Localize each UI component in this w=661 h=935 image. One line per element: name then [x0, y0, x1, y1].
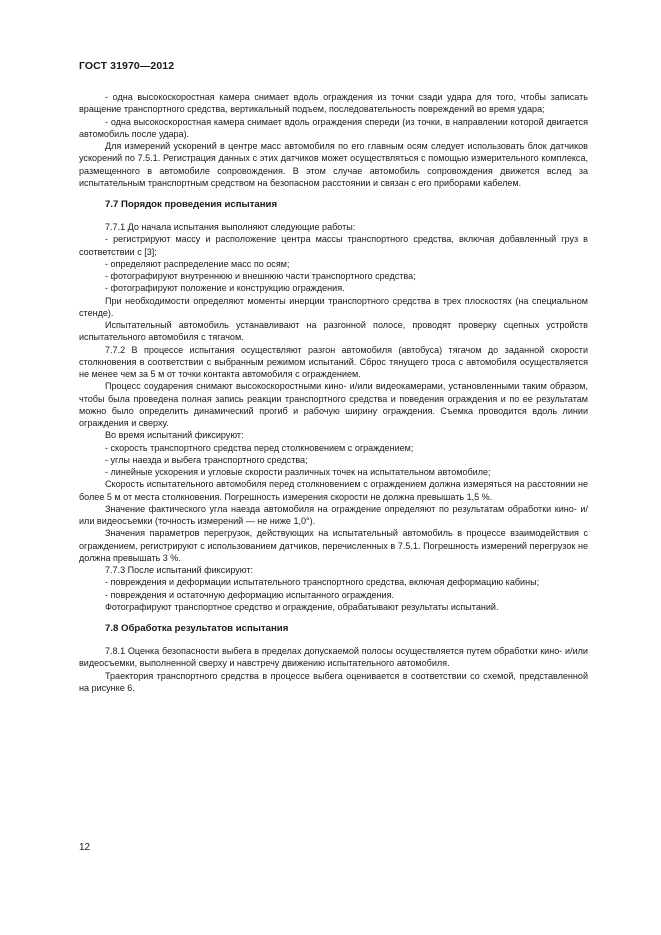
- page-number: 12: [79, 842, 91, 853]
- list-item: - регистрируют массу и расположение центра массы транспортного средства, включая добавленный груз в соответствии с [3];: [79, 234, 588, 257]
- paragraph: Процесс соударения снимают высокоскоростными кино- и/или видеокамерами, установленными таким образом, чтобы была проведена полная запись реакции транспортного средства и поведения ограждения и по ее результатам можно было определить динамический прогиб и рабочую ширину ограждения. Съемка проводится вдоль линии ограждения и сверху.: [79, 381, 588, 428]
- paragraph: - одна высокоскоростная камера снимает вдоль ограждения из точки сзади удара для того, чтобы записать вращение транспортного средства, вертикальный подъем, последовательность повреждений во время удара;: [79, 92, 588, 115]
- document-body: [79, 91, 588, 694]
- section-heading-7-8: 7.8 Обработка результатов испытания: [105, 623, 289, 634]
- paragraph: Фотографируют транспортное средство и ограждение, обрабатывают результаты испытаний.: [105, 601, 499, 612]
- paragraph: 7.8.1 Оценка безопасности выбега в пределах допускаемой полосы осуществляется путем обработки кино- и/или видеосъемки, выполненной сверху и навстречу движению испытательного автомобиля.: [79, 646, 588, 669]
- paragraph: Траектория транспортного средства в процессе выбега оценивается в соответствии со схемой, представленной на рисунке 6.: [79, 670, 588, 693]
- paragraph: Значение фактического угла наезда автомобиля на ограждение определяют по результатам обработки кино- и/или видеосъемки (точность измерений — не ниже 1,0°).: [79, 503, 588, 526]
- document-header: ГОСТ 31970—2012: [79, 60, 175, 72]
- paragraph: - одна высокоскоростная камера снимает вдоль ограждения спереди (из точки, в направлении которой двигается автомобиль после удара).: [79, 116, 588, 139]
- paragraph: Скорость испытательного автомобиля перед столкновением с ограждением должна измеряться на расстоянии не более 5 м от места столкновения. Погрешность измерения скорости не должна превышать 1,5 %.: [79, 479, 588, 502]
- list-item: - линейные ускорения и угловые скорости различных точек на испытательном автомобиле;: [105, 467, 491, 477]
- paragraph: Испытательный автомобиль устанавливают на разгонной полосе, проводят проверку сцепных устройств испытательного автомобиля с тягачом.: [79, 320, 588, 343]
- list-item: - фотографируют положение и конструкцию ограждения.: [105, 283, 345, 294]
- section-heading-7-7: 7.7 Порядок проведения испытания: [105, 199, 278, 210]
- list-item: - фотографируют внутреннюю и внешнюю части транспортного средства;: [105, 271, 416, 281]
- list-item: - скорость транспортного средства перед столкновением с ограждением;: [105, 442, 414, 453]
- paragraph: 7.7.3 После испытаний фиксируют:: [105, 565, 254, 575]
- list-item: - углы наезда и выбега транспортного средства;: [105, 454, 308, 465]
- paragraph: Значения параметров перегрузок, действующих на испытательный автомобиль в процессе взаимодействия с ограждением, регистрируют с использованием датчиков, перечисленных в 7.5.1. Погрешность измерений перегрузок не должна превышать 3 %.: [79, 528, 588, 563]
- paragraph: Во время испытаний фиксируют:: [105, 430, 244, 441]
- paragraph: 7.7.2 В процессе испытания осуществляют разгон автомобиля (автобуса) тягачом до заданной скорости столкновения в соответствии с выбранным режимом испытаний. Сброс тянущего троса с автомобиля осуществляется не менее чем за 5 м от точки контакта автомобиля с ограждением.: [79, 344, 588, 379]
- paragraph: При необходимости определяют моменты инерции транспортного средства в трех плоскостях (на специальном стенде).: [79, 295, 588, 318]
- paragraph: 7.7.1 До начала испытания выполняют следующие работы:: [105, 222, 356, 232]
- paragraph: Для измерений ускорений в центре масс автомобиля по его главным осям следует использовать блок датчиков ускорений по 7.5.1. Регистрация данных с этих датчиков может осуществляться с помощью измерительного комплекса, размещенного в автомобиле сопровождения. В этом случае автомобиль сопровождения движется вслед за испытательным транспортным средством на безопасном расстоянии и связан с его приборами кабелем.: [79, 141, 588, 188]
- list-item: - определяют распределение масс по осям;: [105, 258, 290, 269]
- list-item: - повреждения и остаточную деформацию испытанного ограждения.: [105, 589, 394, 600]
- list-item: - повреждения и деформации испытательного транспортного средства, включая деформацию кабины;: [105, 577, 540, 588]
